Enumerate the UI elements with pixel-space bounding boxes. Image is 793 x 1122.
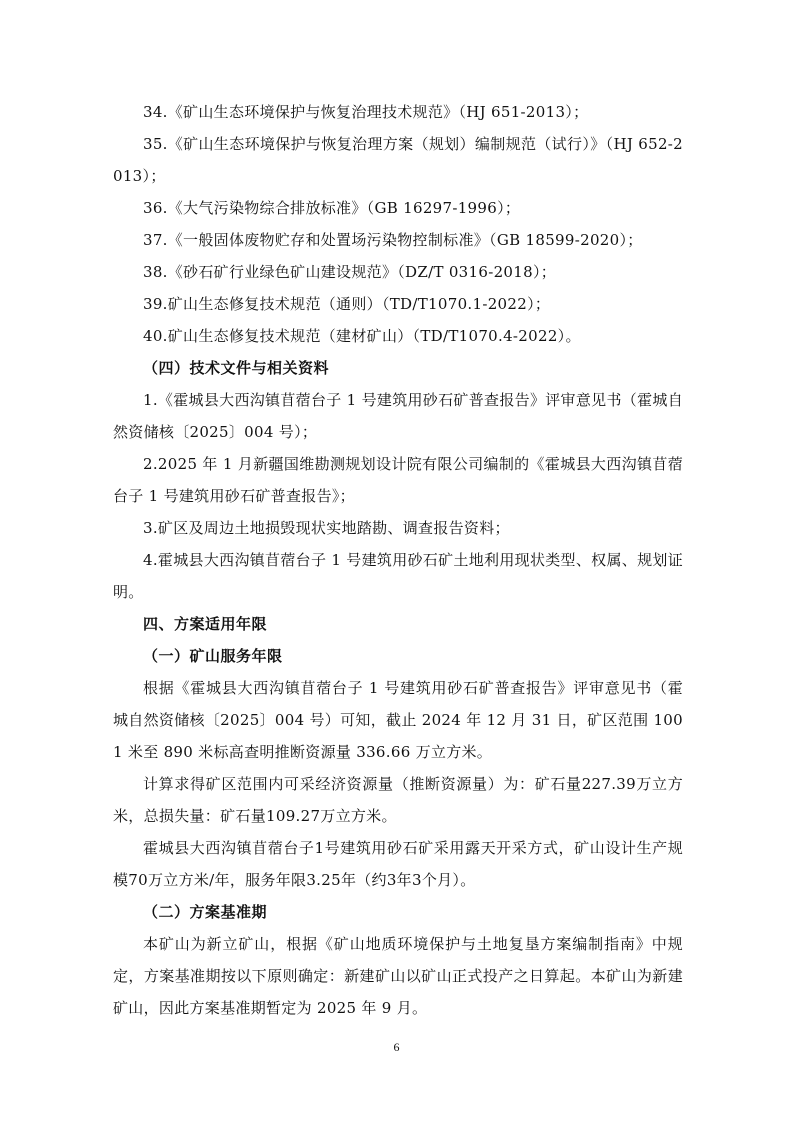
standard-item-38: 38.《砂石矿行业绿色矿山建设规范》（DZ/T 0316-2018）； [143,263,557,281]
standard-item-39: 39.矿山生态修复技术规范（通则）（TD/T1070.1-2022）； [143,295,551,313]
service-life-paragraph-2: 计算求得矿区范围内可采经济资源量（推断资源量）为：矿石量227.39万立方米，总损失量：矿石量109.27万立方米。 [113,775,683,825]
technical-doc-item-2: 2.2025 年 1 月新疆国维勘测规划设计院有限公司编制的《霍城县大西沟镇苜蓿台子 1 号建筑用砂石矿普查报告》； [113,455,683,505]
standard-item-36: 36.《大气污染物综合排放标准》（GB 16297-1996）； [143,199,521,217]
section-heading-baseline-period: （二）方案基准期 [143,903,268,921]
section-heading-service-life: （一）矿山服务年限 [143,647,283,665]
technical-doc-item-4: 4.霍城县大西沟镇苜蓿台子 1 号建筑用砂石矿土地利用现状类型、权属、规划证明。 [113,551,683,601]
standard-item-34: 34.《矿山生态环境保护与恢复治理技术规范》（HJ 651-2013）； [143,103,589,121]
baseline-period-paragraph: 本矿山为新立矿山，根据《矿山地质环境保护与土地复垦方案编制指南》中规定，方案基准期按以下原则确定：新建矿山以矿山正式投产之日算起。本矿山为新建矿山，因此方案基准期暂定为 2025 年 9 月。 [113,935,683,1017]
standard-item-40: 40.矿山生态修复技术规范（建材矿山）（TD/T1070.4-2022）。 [143,327,581,345]
standard-item-35: 35.《矿山生态环境保护与恢复治理方案（规划）编制规范（试行）》（HJ 652-2013）； [113,135,683,185]
section-heading-technical-docs: （四）技术文件与相关资料 [143,359,330,377]
service-life-paragraph-1: 根据《霍城县大西沟镇苜蓿台子 1 号建筑用砂石矿普查报告》评审意见书（霍城自然资储核〔2025〕004 号）可知，截止 2024 年 12 月 31 日，矿区范围 1001 米至 890 米标高查明推断资源量 336.66 万立方米。 [113,679,683,761]
technical-doc-item-1: 1.《霍城县大西沟镇苜蓿台子 1 号建筑用砂石矿普查报告》评审意见书（霍城自然资储核〔2025〕004 号）； [113,391,683,441]
page-body [113,96,683,1024]
chapter-heading-applicable-period: 四、方案适用年限 [143,615,268,633]
standard-item-37: 37.《一般固体废物贮存和处置场污染物控制标准》（GB 18599-2020）； [143,231,643,249]
technical-doc-item-3: 3.矿区及周边土地损毁现状实地踏勘、调查报告资料； [143,519,510,537]
page-number: 6 [393,1040,400,1054]
service-life-paragraph-3: 霍城县大西沟镇苜蓿台子1号建筑用砂石矿采用露天开采方式，矿山设计生产规模70万立方米/年，服务年限3.25年（约3年3个月）。 [113,839,683,889]
